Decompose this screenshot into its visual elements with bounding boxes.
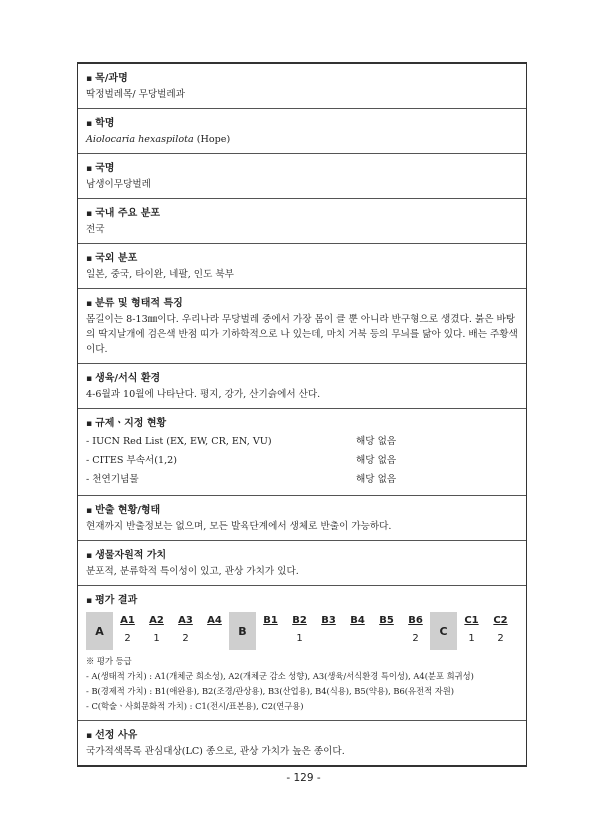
eval-value: 2 [412, 633, 419, 644]
scientific-author: (Hope) [193, 134, 231, 145]
evaluation-grid [86, 612, 518, 650]
eval-cell [372, 612, 401, 648]
export-value: 현재까지 반출정보는 없으며, 모든 발육단계에서 생체로 반출이 가능하다. [86, 521, 392, 532]
eval-cell [113, 612, 142, 648]
eval-note-b: - B(경제적 가치) : B1(애완용), B2(조경/관상용), B3(산업용), B4(식용), B5(약용), B6(유전적 자원) [86, 686, 454, 696]
page-number: - 129 - [286, 772, 321, 784]
eval-key: B5 [379, 615, 394, 626]
regulation-status: 해당 없음 [356, 436, 397, 447]
section-export [78, 496, 526, 541]
domestic-distribution-value: 전국 [86, 224, 105, 235]
section-title: ▪ 규제ㆍ지정 현황 [86, 414, 518, 429]
korean-name-value: 남생이무당벌레 [86, 179, 151, 190]
section-evaluation [78, 586, 526, 721]
eval-group-b [256, 612, 430, 648]
section-habitat [78, 364, 526, 409]
regulation-item: - IUCN Red List (EX, EW, CR, EN, VU) [86, 436, 272, 447]
eval-value: 1 [153, 633, 160, 644]
section-korean-name [78, 154, 526, 199]
section-title: ▪ 선정 사유 [86, 726, 518, 741]
regulation-item: - CITES 부속서(1,2) [86, 455, 177, 466]
eval-cell [343, 612, 372, 648]
eval-value: 2 [497, 633, 504, 644]
eval-note-c: - C(학술ㆍ사회문화적 가치) : C1(전시/표본용), C2(연구용) [86, 701, 304, 711]
section-order-family [78, 64, 526, 109]
regulation-item: - 천연기념물 [86, 474, 139, 485]
eval-note-heading: ※ 평가 등급 [86, 656, 132, 666]
section-title: ▪ 국내 주요 분포 [86, 204, 518, 219]
eval-key: A4 [207, 615, 222, 626]
regulation-row [86, 432, 518, 451]
species-info-sheet [77, 62, 527, 767]
eval-cell [171, 612, 200, 648]
section-domestic-distribution [78, 199, 526, 244]
eval-note-a: - A(생태적 가치) : A1(개체군 희소성), A2(개체군 감소 성향), A3(생육/서식환경 특이성), A4(분포 희귀성) [86, 671, 474, 681]
section-title: ▪ 국명 [86, 159, 518, 174]
eval-group-b-label: B [229, 612, 256, 650]
section-foreign-distribution [78, 244, 526, 289]
section-title: ▪ 분류 및 형태적 특징 [86, 294, 518, 309]
section-title: ▪ 생물자원적 가치 [86, 546, 518, 561]
order-family-value: 딱정벌레목/ 무당벌레과 [86, 89, 185, 100]
bio-value-text: 분포적, 분류학적 특이성이 있고, 관상 가치가 있다. [86, 566, 299, 577]
eval-value: 1 [468, 633, 475, 644]
eval-value: 1 [296, 633, 303, 644]
habitat-value: 4-6월과 10월에 나타난다. 평지, 강가, 산기슭에서 산다. [86, 389, 321, 400]
eval-cell [401, 612, 430, 648]
section-selection-reason [78, 721, 526, 765]
section-bio-value [78, 541, 526, 586]
foreign-distribution-value: 일본, 중국, 타이완, 네팔, 인도 북부 [86, 269, 234, 280]
scientific-name-value [86, 132, 518, 147]
selection-reason-value: 국가적색목록 관심대상(LC) 종으로, 관상 가치가 높은 종이다. [86, 746, 345, 757]
section-morphology [78, 289, 526, 364]
eval-key: B2 [292, 615, 307, 626]
eval-cell [486, 612, 515, 648]
eval-key: B4 [350, 615, 365, 626]
eval-group-a [113, 612, 229, 648]
regulation-row [86, 451, 518, 470]
eval-cell [142, 612, 171, 648]
eval-key: B6 [408, 615, 423, 626]
eval-key: C1 [464, 615, 479, 626]
eval-group-c [457, 612, 515, 648]
eval-group-a-label: A [86, 612, 113, 650]
eval-cell [457, 612, 486, 648]
eval-value: 2 [124, 633, 131, 644]
eval-group-c-label: C [430, 612, 457, 650]
eval-cell [200, 612, 229, 648]
eval-key: C2 [493, 615, 508, 626]
section-title: ▪ 평가 결과 [86, 591, 518, 606]
morphology-value: 몸길이는 8-13㎜이다. 우리나라 무당벌레 중에서 가장 몸이 클 뿐 아니라 반구형으로 생겼다. 붉은 바탕의 딱지날개에 검은색 반점 띠가 기하학적으로 나 있는데, 마치 거북 등의 무늬를 닮아 있다. 배는 주황색이다. [86, 314, 518, 355]
section-title: ▪ 반출 현황/형태 [86, 501, 518, 516]
eval-key: B3 [321, 615, 336, 626]
section-scientific-name [78, 109, 526, 154]
section-regulation [78, 409, 526, 496]
regulation-status: 해당 없음 [356, 474, 397, 485]
eval-key: A3 [178, 615, 193, 626]
eval-value: 2 [182, 633, 189, 644]
regulation-status: 해당 없음 [356, 455, 397, 466]
regulation-row [86, 470, 518, 489]
section-title: ▪ 학명 [86, 114, 518, 129]
eval-cell [256, 612, 285, 648]
section-title: ▪ 국외 분포 [86, 249, 518, 264]
eval-key: A1 [120, 615, 135, 626]
section-title: ▪ 생육/서식 환경 [86, 369, 518, 384]
eval-key: B1 [263, 615, 278, 626]
eval-key: A2 [149, 615, 164, 626]
eval-cell [314, 612, 343, 648]
section-title: ▪ 목/과명 [86, 69, 518, 84]
eval-cell [285, 612, 314, 648]
scientific-name: Aiolocaria hexaspilota [86, 134, 194, 145]
